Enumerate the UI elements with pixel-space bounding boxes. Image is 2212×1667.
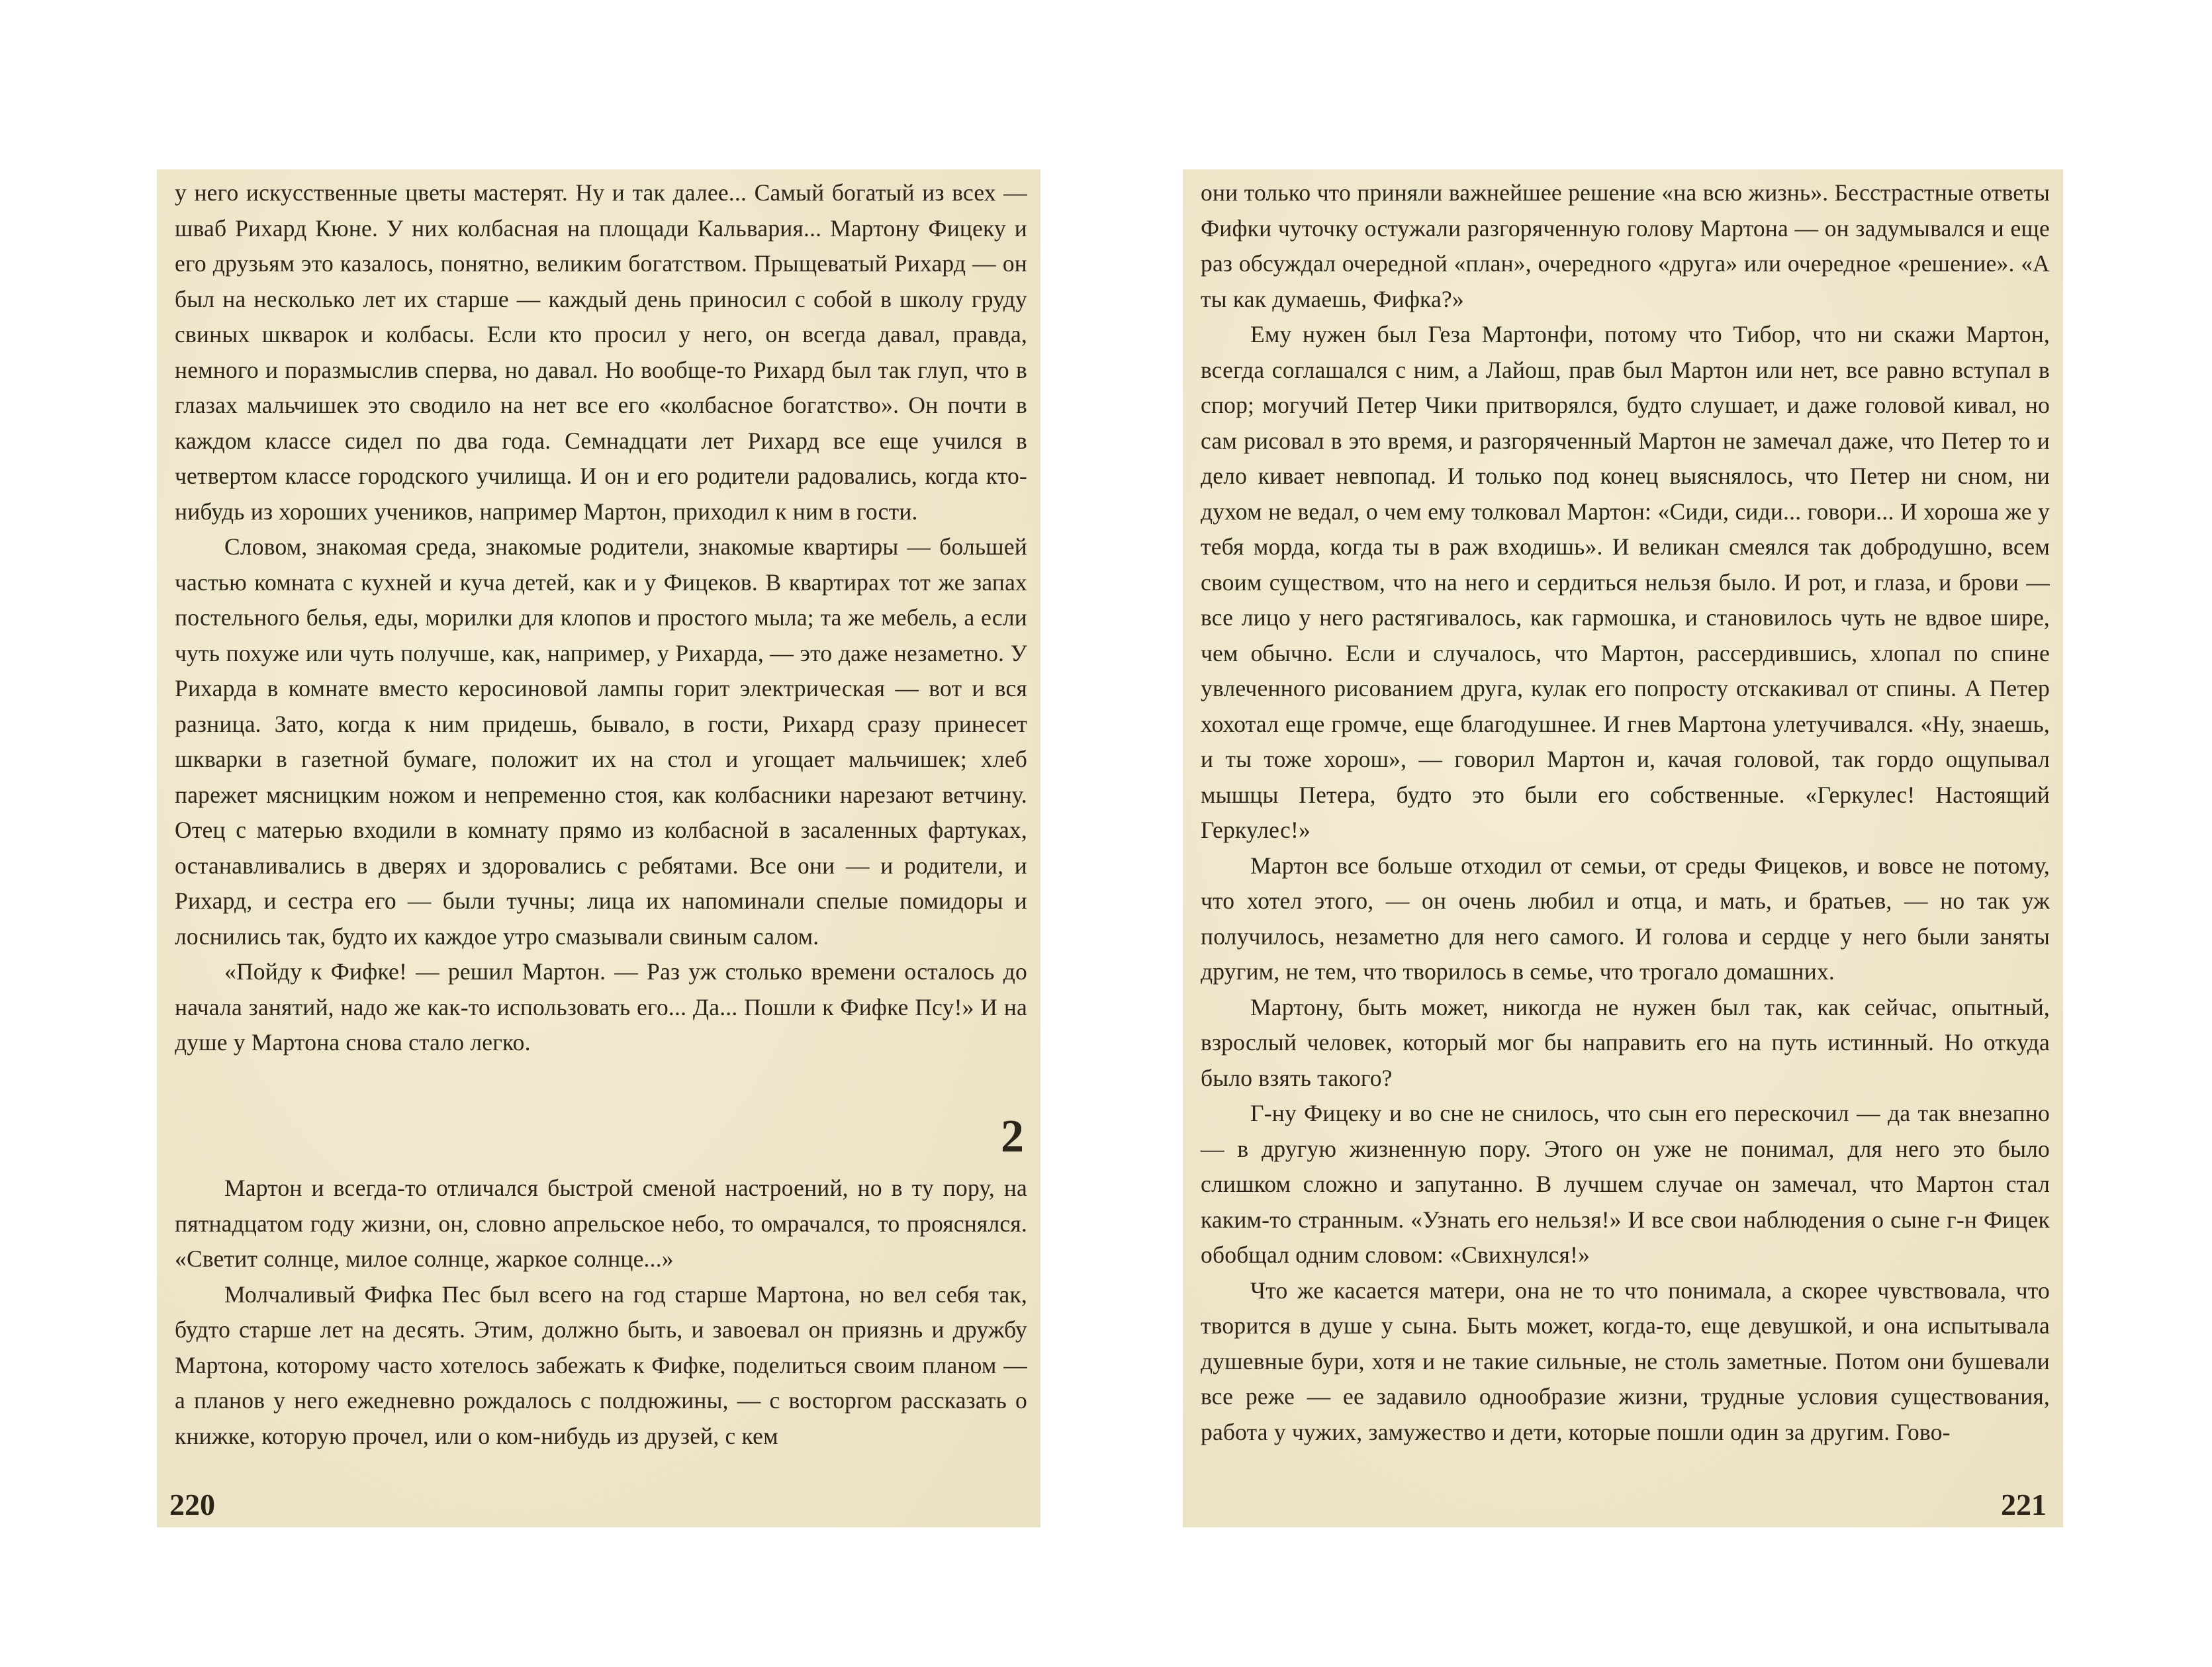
paragraph: они только что приняли важнейшее решение «на всю жизнь». Бесстрастные ответы Фифки чуточку остужали разгоряченную голову Мартона — он задумывался и еще раз обсуждал очередной «план», очередного «друга» или очередное «решение». «А ты как думаешь, Фифка?» bbox=[1201, 179, 2050, 312]
paragraph: «Пойду к Фифке! — решил Мартон. — Раз уж столько времени осталось до начала занятий, надо же как-то использовать его... Да... Пошли к Фифке Псу!» И на душе у Мартона снова стало легко. bbox=[175, 958, 1027, 1056]
paragraph: Словом, знакомая среда, знакомые родители, знакомые квартиры — большей частью комната с кухней и куча детей, как и у Фицеков. В квартирах тот же запах постельного белья, еды, морилки для клопов и простого мыла; та же мебель, а если чуть похуже или чуть получше, как, например, у Рихарда, — это даже незаметно. У Рихарда в комнате вместо керосиновой лампы горит электрическая — вот и вся разница. Зато, когда к ним придешь, бывало, в гости, Рихард сразу принесет шкварки в газетной бумаге, положит их на стол и угощает мальчишек; хлеб парежет мясницким ножом и непременно стоя, как колбасники нарезают ветчину. Отец с матерью входили в комнату прямо из колбасной в засаленных фартуках, останавливались в дверях и здоровались с ребятами. Все они — и родители, и Рихард, и сестра его — были тучны; лица их напоминали спелые помидоры и лоснились так, будто их каждое утро смазывали свиным салом. bbox=[175, 533, 1027, 950]
paragraph: у него искусственные цветы мастерят. Ну и так далее... Самый богатый из всех — шваб Рихард Кюне. У них колбасная на площади Кальвария... Мартону Фицеку и его друзьям это казалось, понятно, великим богатством. Прыщеватый Рихард — он был на несколько лет их старше — каждый день приносил с собой в школу груду свиных шкварок и колбасы. Если кто просил у него, он всегда давал, правда, немного и поразмыслив сперва, но давал. Но вообще-то Рихард был так глуп, что в глазах мальчишек это сводило на нет все его «колбасное богатство». Он почти в каждом классе сидел по два года. Семнадцати лет Рихард все еще учился в четвертом классе городского училища. И он и его родители радовались, когда кто-нибудь из хороших учеников, например Мартон, приходил к ним в гости. bbox=[175, 179, 1027, 525]
left-page-text bbox=[175, 175, 1027, 1061]
page-number: 221 bbox=[2001, 1488, 2047, 1521]
page-number: 220 bbox=[169, 1488, 215, 1521]
chapter-number: 2 bbox=[1001, 1111, 1024, 1162]
paragraph: Мартон все больше отходил от семьи, от среды Фицеков, и вовсе не потому, что хотел этого, — он очень любил и отца, и мать, и братьев, — но так уж получилось, незаметно для него самого. И голова и сердце у него были заняты другим, не тем, что творилось в семье, что трогало домашних. bbox=[1201, 852, 2050, 985]
paragraph: Молчаливый Фифка Пес был всего на год старше Мартона, но вел себя так, будто старше лет на десять. Этим, должно быть, и завоевал он приязнь и дружбу Мартона, которому часто хотелось забежать к Фифке, поделиться своим планом — а планов у него ежедневно рождалось с полдюжины, — с восторгом рассказать о книжке, которую прочел, или о ком-нибудь из друзей, с кем bbox=[175, 1281, 1027, 1449]
paragraph: Мартон и всегда-то отличался быстрой сменой настроений, но в ту пору, на пятнадцатом году жизни, он, словно апрельское небо, то омрачался, то прояснялся. «Светит солнце, милое солнце, жаркое солнце...» bbox=[175, 1175, 1027, 1272]
chapter-text bbox=[175, 1171, 1027, 1454]
paragraph: Ему нужен был Геза Мартонфи, потому что Тибор, что ни скажи Мартон, всегда соглашался с ним, а Лайош, прав был Мартон или нет, все равно вступал в спор; могучий Петер Чики притворялся, будто слушает, и даже головой кивал, но сам рисовал в это время, и разгоряченный Мартон не замечал даже, что Петер то и дело кивает невпопад. И только под конец выяснялось, что Петер ни сном, ни духом не ведал, о чем ему толковал Мартон: «Сиди, сиди... говори... И хороша же у тебя морда, когда ты в раж входишь». И великан смеялся так добродушно, всем своим существом, что на него и сердиться нельзя было. И рот, и глаза, и брови — все лицо у него растягивалось, как гармошка, и становилось чуть не вдвое шире, чем обычно. Если и случалось, что Мартон, рассердившись, хлопал по спине увлеченного рисованием друга, кулак его попросту отскакивал от спины. А Петер хохотал еще громче, еще благодушнее. И гнев Мартона улетучивался. «Ну, знаешь, и ты тоже хорош», — говорил Мартон и, качая головой, так гордо ощупывал мышцы Петера, будто это были его собственные. «Геркулес! Настоящий Геркулес!» bbox=[1201, 321, 2050, 843]
paragraph: Г-ну Фицеку и во сне не снилось, что сын его перескочил — да так внезапно — в другую жизненную пору. Этого он уже не понимал, для него это было слишком сложно и запутанно. В лучшем случае он замечал, что Мартон стал каким-то странным. «Узнать его нельзя!» И все свои наблюдения о сыне г-н Фицек обобщал одним словом: «Свихнулся!» bbox=[1201, 1100, 2050, 1268]
paragraph: Мартону, быть может, никогда не нужен был так, как сейчас, опытный, взрослый человек, который мог бы направить его на путь истинный. Но откуда было взять такого? bbox=[1201, 993, 2050, 1091]
paragraph: Что же касается матери, она не то что понимала, а скорее чувствовала, что творится в душе у сына. Быть может, когда-то, еще девушкой, и она испытывала душевные бури, хотя и не такие сильные, не столь заметные. Потом они бушевали все реже — ее задавило однообразие жизни, трудные условия существования, работа у чужих, замужество и дети, которые пошли один за другим. Гово- bbox=[1201, 1277, 2050, 1445]
right-page-text bbox=[1201, 175, 2050, 1450]
right-page bbox=[1183, 169, 2063, 1527]
left-page bbox=[157, 169, 1040, 1527]
